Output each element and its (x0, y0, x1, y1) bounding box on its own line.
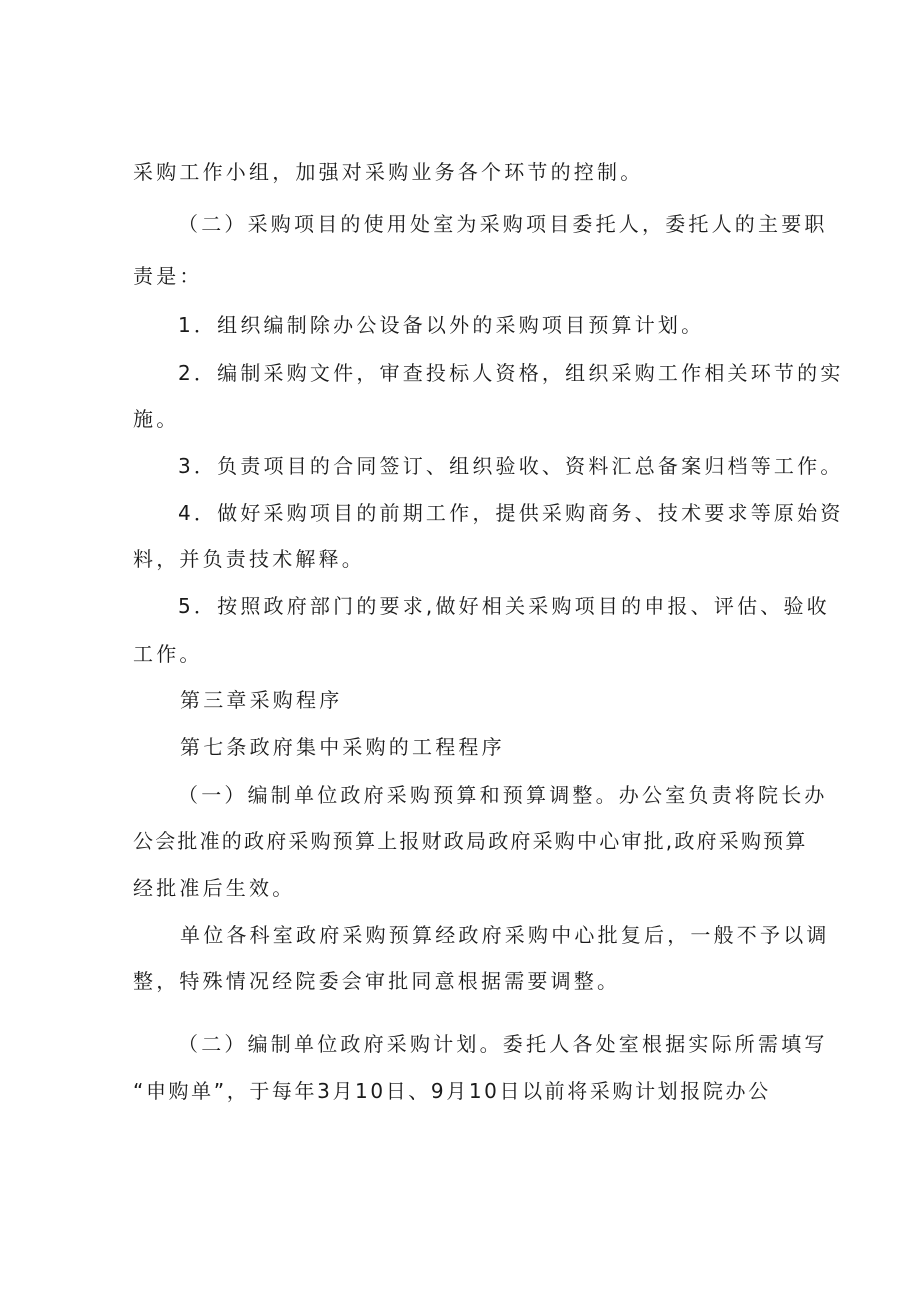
paragraph-line: 施。 (133, 407, 180, 431)
paragraph-line: 料，并负责技术解释。 (133, 547, 365, 571)
list-item: 5．按照政府部门的要求,做好相关采购项目的申报、评估、验收 (178, 594, 830, 618)
paragraph-line: “申购单”，于每年3月10日、9月10日以前将采购计划报院办公 (133, 1079, 771, 1103)
paragraph-line: （二）编制单位政府采购计划。委托人各处室根据实际所需填写 (178, 1032, 828, 1056)
list-item: 2．编制采购文件，审查投标人资格，组织采购工作相关环节的实 (178, 361, 844, 385)
list-item: 3．负责项目的合同签订、组织验收、资料汇总备案归档等工作。 (178, 454, 844, 478)
paragraph-line: （一）编制单位政府采购预算和预算调整。办公室负责将院长办 (178, 783, 828, 807)
paragraph-line: （二）采购项目的使用处室为采购项目委托人，委托人的主要职 (178, 212, 828, 236)
paragraph-line: 责是： (133, 264, 203, 288)
list-item: 4．做好采购项目的前期工作，提供采购商务、技术要求等原始资 (178, 501, 844, 525)
paragraph-line: 采购工作小组，加强对采购业务各个环节的控制。 (133, 160, 644, 184)
paragraph-line: 工作。 (133, 642, 203, 666)
paragraph-line: 单位各科室政府采购预算经政府采购中心批复后，一般不予以调 (180, 923, 830, 947)
paragraph-line: 经批准后生效。 (133, 876, 296, 900)
chapter-heading: 第三章采购程序 (180, 688, 343, 712)
paragraph-line: 整，特殊情况经院委会审批同意根据需要调整。 (133, 969, 621, 993)
paragraph-line: 公会批准的政府采购预算上报财政局政府采购中心审批,政府采购预算 (133, 829, 808, 853)
list-item: 1．组织编制除办公设备以外的采购项目预算计划。 (178, 313, 705, 337)
article-heading: 第七条政府集中采购的工程程序 (180, 735, 505, 759)
